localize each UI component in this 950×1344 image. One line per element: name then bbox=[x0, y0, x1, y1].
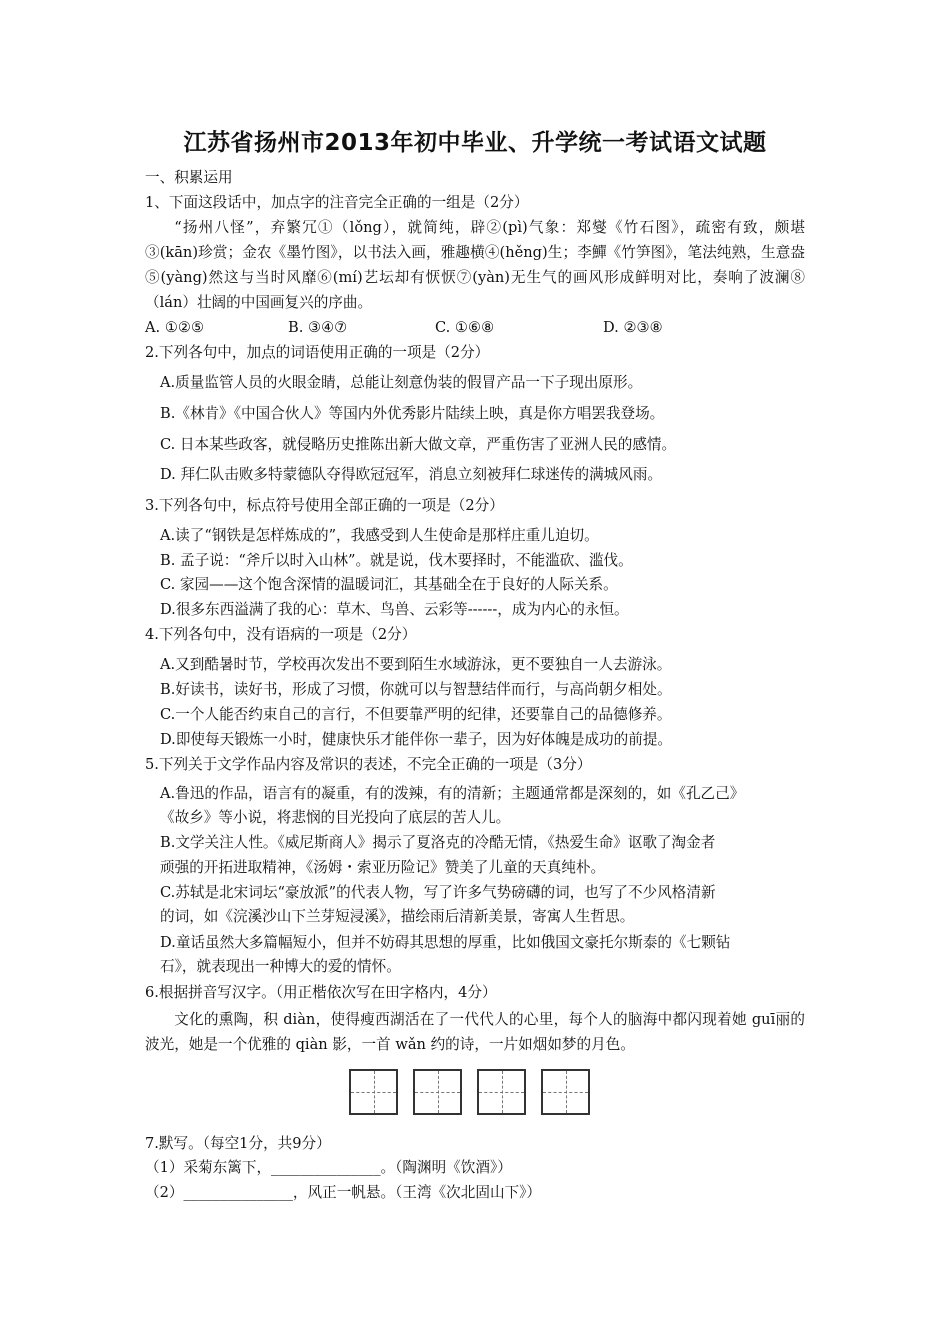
page-title: 江苏省扬州市2013年初中毕业、升学统一考试语文试题 bbox=[183, 130, 767, 156]
question-3-stem: 3.下列各句中，标点符号使用全部正确的一项是（2分） bbox=[145, 497, 504, 514]
question-6-passage: 文化的熏陶，积 diàn，使得瘦西湖活在了一代代人的心里，每个人的脑海中都闪现着她 guī丽的波光，她是一个优雅的 qiàn 影，一首 wǎn 约的诗，一片如烟如梦的月色。 bbox=[145, 1011, 805, 1053]
question-4-option-b: B.好读书，读好书，形成了习惯，你就可以与智慧结伴而行，与高尚朝夕相处。 bbox=[160, 681, 672, 698]
question-1-option-c: C. ①⑥⑧ bbox=[435, 319, 495, 336]
question-7-stem: 7.默写。（每空1分，共9分） bbox=[145, 1135, 331, 1152]
question-2-option-c: C. 日本某些政客，就侵略历史推陈出新大做文章，严重伤害了亚洲人民的感情。 bbox=[160, 436, 677, 453]
question-5-option-a-cont: 《故乡》等小说，将悲悯的目光投向了底层的苦人儿。 bbox=[160, 809, 511, 826]
section-heading: 一、积累运用 bbox=[145, 169, 233, 186]
question-7-item-1: （1）采菊东篱下，_______________。（陶渊明《饮酒》） bbox=[145, 1159, 512, 1176]
tianzige-box-1 bbox=[349, 1069, 398, 1115]
question-4-option-c: C.一个人能否约束自己的言行，不但要靠严明的纪律，还要靠自己的品德修养。 bbox=[160, 706, 672, 723]
question-1-option-d: D. ②③⑧ bbox=[603, 319, 663, 336]
question-2-stem: 2.下列各句中，加点的词语使用正确的一项是（2分） bbox=[145, 344, 490, 361]
question-5-option-a: A.鲁迅的作品，语言有的凝重，有的泼辣，有的清新；主题通常都是深刻的，如《孔乙己》 bbox=[160, 785, 745, 802]
question-1-stem: 1、下面这段话中，加点字的注音完全正确的一组是（2分） bbox=[145, 194, 529, 211]
question-5-option-c-cont: 的词，如《浣溪沙山下兰芽短浸溪》，描绘雨后清新美景，寄寓人生哲思。 bbox=[160, 908, 635, 925]
question-5-option-c: C.苏轼是北宋词坛“豪放派”的代表人物，写了许多气势磅礴的词，也写了不少风格清新 bbox=[160, 884, 716, 901]
question-4-option-a: A.又到酷暑时节，学校再次发出不要到陌生水域游泳，更不要独自一人去游泳。 bbox=[160, 656, 672, 673]
question-5-option-d: D.童话虽然大多篇幅短小，但并不妨碍其思想的厚重，比如俄国文豪托尔斯泰的《七颗钻 bbox=[160, 934, 731, 951]
question-3-option-d: D.很多东西溢满了我的心：草木、鸟兽、云彩等------，成为内心的永恒。 bbox=[160, 601, 629, 618]
question-3-option-a: A.读了“钢铁是怎样炼成的”，我感受到人生使命是那样庄重儿迫切。 bbox=[160, 527, 599, 544]
question-6-stem: 6.根据拼音写汉字。（用正楷依次写在田字格内，4分） bbox=[145, 984, 497, 1001]
question-5-option-b: B.文学关注人性。《威尼斯商人》揭示了夏洛克的冷酷无情，《热爱生命》讴歌了淘金者 bbox=[160, 834, 716, 851]
question-2-option-d: D. 拜仁队击败多特蒙德队夺得欧冠冠军，消息立刻被拜仁球迷传的满城风雨。 bbox=[160, 466, 663, 483]
question-5-option-d-cont: 石》，就表现出一种博大的爱的情怀。 bbox=[160, 958, 401, 975]
question-1-passage: “扬州八怪”，弃繁冗①（lǒng），就简纯，辟②(pì)气象：郑燮《竹石图》，疏密有致，颇堪③(kān)珍赏；金农《墨竹图》，以书法入画，雅趣横④(hěng)生；李鱓《竹笋图》，笔法纯熟，生意盎⑤(yàng)然这与当时风靡⑥(mí)艺坛却有恹恹⑦(yàn)无生气的画风形成鲜明对比，奏响了波澜⑧（lán）壮阔的中国画复兴的序曲。 bbox=[145, 219, 805, 311]
question-1-option-a: A. ①②⑤ bbox=[145, 319, 205, 336]
question-1-option-b: B. ③④⑦ bbox=[288, 319, 348, 336]
question-2-option-a: A.质量监管人员的火眼金睛，总能让刻意伪装的假冒产品一下子现出原形。 bbox=[160, 374, 643, 391]
tianzige-box-3 bbox=[477, 1069, 526, 1115]
tianzige-box-2 bbox=[413, 1069, 462, 1115]
tianzige-box-4 bbox=[541, 1069, 590, 1115]
question-4-stem: 4.下列各句中，没有语病的一项是（2分） bbox=[145, 626, 417, 643]
question-2-option-b: B.《林肯》《中国合伙人》等国内外优秀影片陆续上映，真是你方唱罢我登场。 bbox=[160, 405, 665, 422]
question-3-option-c: C. 家园——这个饱含深情的温暖词汇，其基础全在于良好的人际关系。 bbox=[160, 576, 618, 593]
question-4-option-d: D.即使每天锻炼一小时，健康快乐才能伴你一辈子，因为好体魄是成功的前提。 bbox=[160, 731, 673, 748]
question-7-item-2: （2）_______________，风正一帆悬。（王湾《次北固山下》） bbox=[145, 1184, 542, 1201]
question-5-option-b-cont: 顽强的开拓进取精神，《汤姆・索亚历险记》赞美了儿童的天真纯朴。 bbox=[160, 859, 606, 876]
question-3-option-b: B. 孟子说：“斧斤以时入山林”。就是说，伐木要择时，不能滥砍、滥伐。 bbox=[160, 552, 633, 569]
question-5-stem: 5.下列关于文学作品内容及常识的表述，不完全正确的一项是（3分） bbox=[145, 756, 592, 773]
